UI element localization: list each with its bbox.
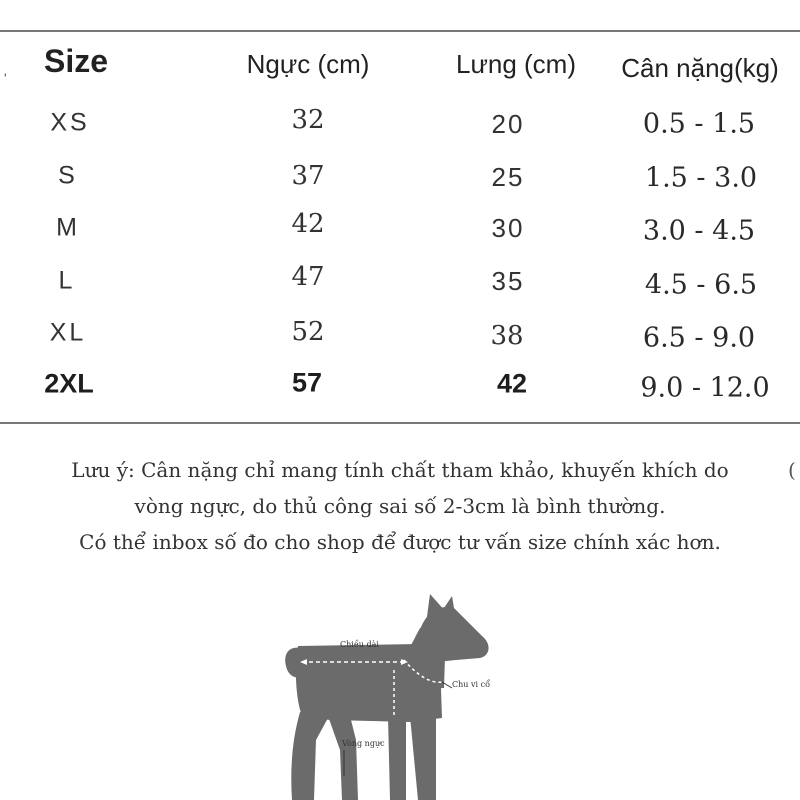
table-row-size: 2XL <box>44 368 94 399</box>
table-row-size: S <box>58 161 78 190</box>
edge-glyph: ( <box>788 458 796 482</box>
table-row-weight: 0.5 - 1.5 <box>642 108 756 140</box>
table-row-back: 38 <box>490 321 524 351</box>
table-bottom-rule <box>0 422 800 424</box>
table-row-weight: 1.5 - 3.0 <box>644 162 758 194</box>
note-line-1: Lưu ý: Cân nặng chỉ mang tính chất tham khảo, khuyến khích do <box>71 458 729 482</box>
table-row-back: 25 <box>491 162 525 192</box>
table-row-weight: 4.5 - 6.5 <box>644 269 758 301</box>
stray-mark: ' <box>4 70 7 86</box>
note-line-2: vòng ngực, do thủ công sai số 2-3cm là bình thường. <box>134 494 666 518</box>
table-top-rule <box>0 30 800 32</box>
table-row-chest: 47 <box>291 262 325 292</box>
table-row-back: 35 <box>491 266 525 296</box>
header-size: Size <box>43 43 109 79</box>
note-line-3: Có thể inbox số đo cho shop để được tư vấn size chính xác hơn. <box>79 530 721 554</box>
table-row-back: 30 <box>491 213 525 243</box>
table-row-chest: 42 <box>291 209 325 239</box>
header-back: Lưng (cm) <box>456 49 576 79</box>
dog-measurement-diagram <box>270 590 520 800</box>
table-row-size: L <box>58 266 76 295</box>
table-row-size: XL <box>49 318 87 347</box>
table-row-chest: 57 <box>291 367 323 398</box>
label-length: Chiều dài <box>340 640 379 649</box>
table-row-back: 20 <box>491 109 525 139</box>
table-row-back: 42 <box>496 368 528 399</box>
table-row-size: M <box>56 213 80 242</box>
header-chest: Ngực (cm) <box>246 49 370 79</box>
dog-silhouette-icon <box>270 590 520 800</box>
header-weight: Cân nặng(kg) <box>621 53 779 83</box>
table-row-chest: 52 <box>291 317 325 347</box>
table-row-chest: 32 <box>291 105 325 135</box>
table-row-chest: 37 <box>291 161 325 191</box>
table-row-weight: 6.5 - 9.0 <box>642 322 756 354</box>
table-row-weight: 3.0 - 4.5 <box>642 215 756 247</box>
label-chest: Vòng ngực <box>342 739 385 748</box>
table-row-size: XS <box>50 108 90 137</box>
table-row-weight: 9.0 - 12.0 <box>640 372 770 404</box>
label-neck: Chu vi cổ <box>452 680 490 689</box>
